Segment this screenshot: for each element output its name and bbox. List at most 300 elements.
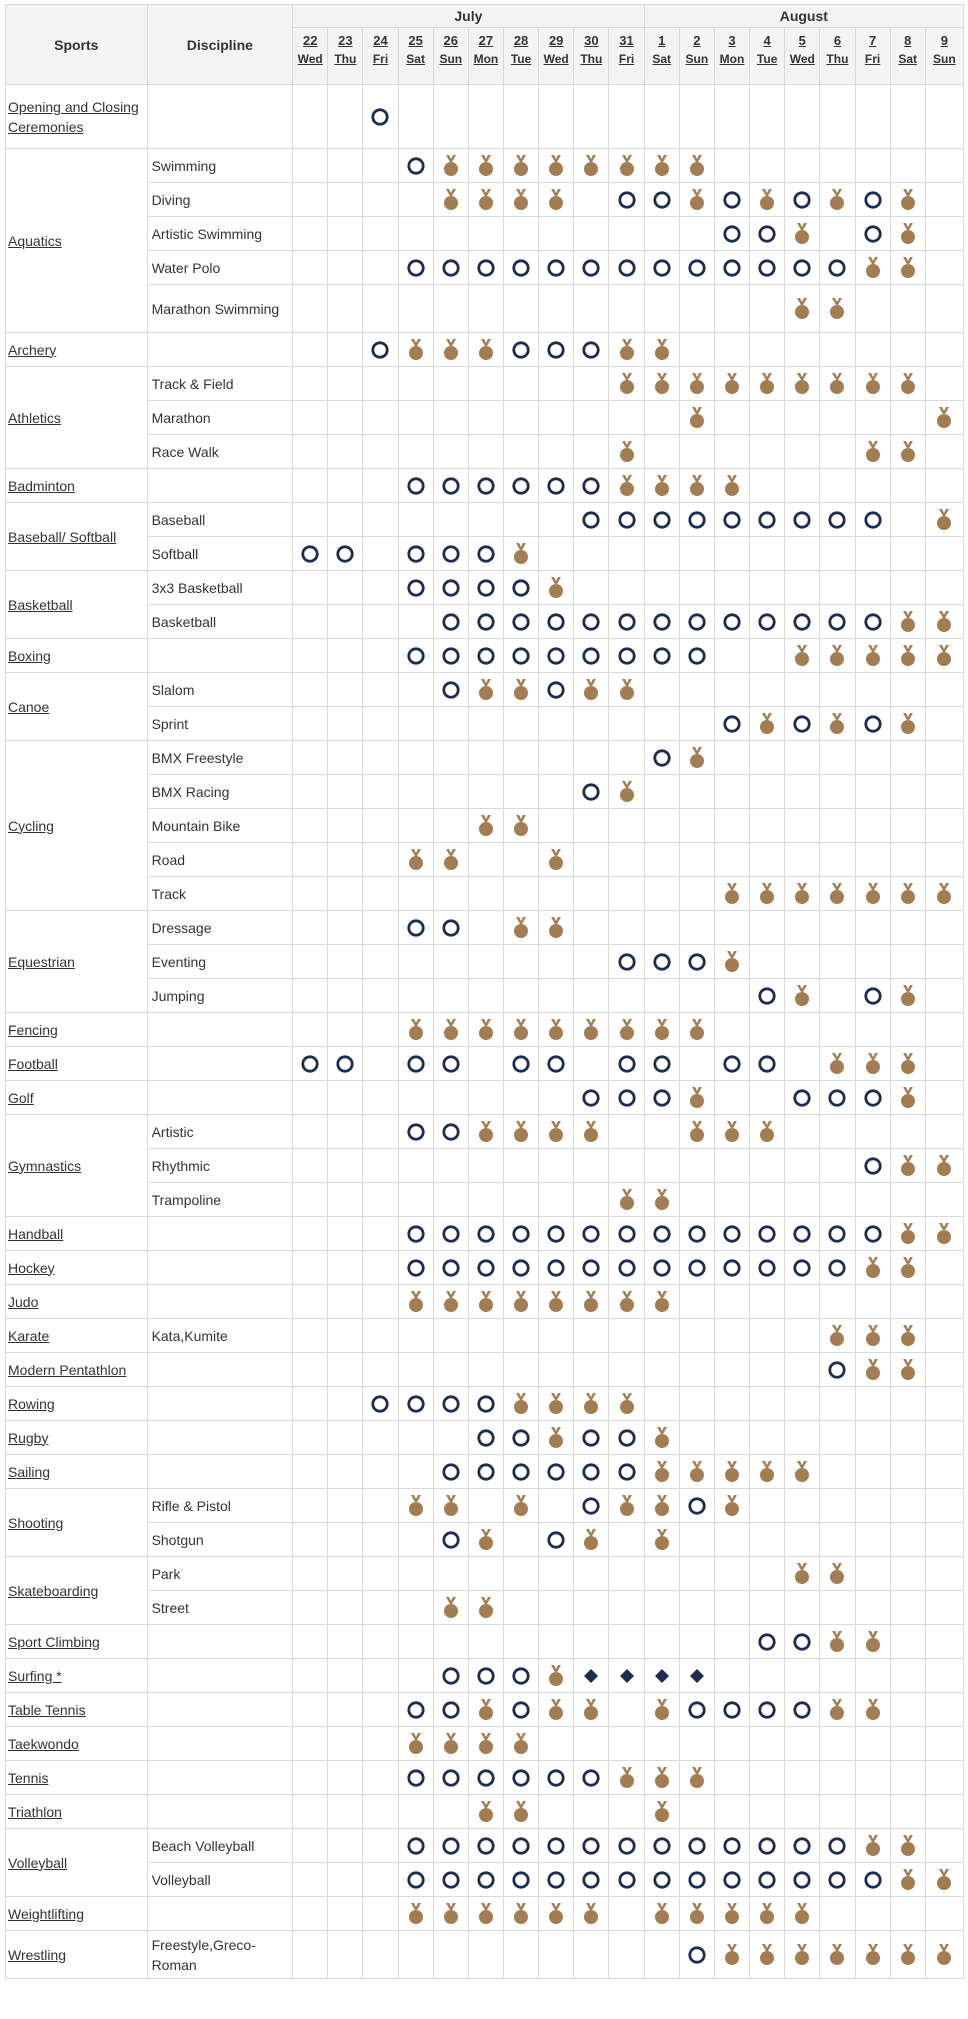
medal-event-icon [617, 155, 637, 177]
medal-event-icon [511, 155, 531, 177]
sport-link[interactable]: Skateboarding [8, 1582, 99, 1599]
day-number[interactable]: 6 [833, 33, 842, 48]
sport-link[interactable]: Baseball/ Softball [8, 528, 117, 545]
medal-event-icon [863, 1835, 883, 1857]
preliminary-event-circle-icon [792, 258, 812, 278]
day-weekday[interactable]: Tue [510, 52, 532, 66]
day-header[interactable] [398, 28, 433, 85]
medal-event-icon [687, 373, 707, 395]
day-cell [503, 707, 538, 741]
day-header[interactable] [503, 28, 538, 85]
day-cell [293, 1013, 328, 1047]
preliminary-event-circle-icon [827, 258, 847, 278]
day-cell [785, 945, 820, 979]
sport-cell [6, 1081, 148, 1115]
day-cell [363, 1387, 398, 1421]
day-cell [855, 1727, 890, 1761]
day-weekday[interactable]: Sat [652, 52, 672, 66]
preliminary-event-circle-icon [757, 510, 777, 530]
day-cell [363, 1863, 398, 1897]
day-cell [855, 1829, 890, 1863]
day-cell [714, 877, 749, 911]
sport-link[interactable]: Archery [8, 341, 57, 358]
schedule-row [6, 1183, 964, 1217]
day-cell [714, 979, 749, 1013]
day-cell [363, 1421, 398, 1455]
day-cell [574, 1897, 609, 1931]
day-number[interactable]: 23 [338, 33, 353, 48]
day-number[interactable]: 28 [513, 33, 529, 48]
day-header[interactable] [468, 28, 503, 85]
day-cell [398, 251, 433, 285]
day-cell [890, 945, 925, 979]
sport-cell [6, 1387, 148, 1421]
day-cell [644, 537, 679, 571]
day-cell [644, 183, 679, 217]
day-cell [433, 1387, 468, 1421]
medal-event-icon [827, 1944, 847, 1966]
day-cell [785, 1931, 820, 1979]
day-cell [328, 1897, 363, 1931]
day-cell [609, 1897, 644, 1931]
day-cell [855, 911, 890, 945]
day-cell [855, 1183, 890, 1217]
sport-link[interactable]: Handball [8, 1225, 64, 1242]
day-cell [609, 1285, 644, 1319]
discipline-cell [147, 1897, 293, 1931]
day-number[interactable]: 31 [619, 33, 634, 48]
day-cell [890, 1489, 925, 1523]
sport-cell [6, 149, 148, 333]
preliminary-event-circle-icon [617, 1224, 637, 1244]
day-cell [855, 149, 890, 183]
day-cell [890, 1319, 925, 1353]
day-weekday[interactable]: Mon [473, 52, 499, 66]
day-cell [574, 1931, 609, 1979]
day-number[interactable]: 2 [693, 33, 701, 48]
day-cell [925, 979, 963, 1013]
sport-link[interactable]: Boxing [8, 647, 51, 664]
day-number[interactable]: 3 [728, 33, 736, 48]
day-cell [398, 1489, 433, 1523]
day-weekday[interactable]: Tue [756, 52, 778, 66]
day-cell [785, 1557, 820, 1591]
day-number[interactable]: 9 [940, 33, 948, 48]
day-cell [609, 809, 644, 843]
day-cell [644, 251, 679, 285]
day-weekday[interactable]: Thu [580, 52, 603, 66]
sport-link[interactable]: Judo [8, 1293, 39, 1310]
day-cell [785, 1081, 820, 1115]
day-cell [574, 605, 609, 639]
day-cell [363, 877, 398, 911]
preliminary-event-circle-icon [441, 1768, 461, 1788]
day-cell [925, 1455, 963, 1489]
day-cell [750, 1693, 785, 1727]
day-header[interactable] [328, 28, 363, 85]
day-cell [820, 1829, 855, 1863]
day-cell [714, 1047, 749, 1081]
day-cell [363, 1931, 398, 1979]
day-cell [925, 571, 963, 605]
day-cell [609, 911, 644, 945]
sport-link[interactable]: Golf [8, 1089, 34, 1106]
day-weekday[interactable]: Fri [864, 52, 881, 66]
day-cell [433, 1591, 468, 1625]
sport-cell [6, 1931, 148, 1979]
schedule-row [6, 1489, 964, 1523]
day-cell [574, 1421, 609, 1455]
day-cell [433, 741, 468, 775]
medal-event-icon [792, 223, 812, 245]
sport-link[interactable]: Volleyball [8, 1854, 68, 1871]
day-cell [503, 571, 538, 605]
day-cell [468, 435, 503, 469]
day-cell [890, 1931, 925, 1979]
sport-link[interactable]: Sailing [8, 1463, 51, 1480]
day-weekday[interactable]: Wed [297, 52, 323, 66]
day-weekday[interactable]: Fri [618, 52, 635, 66]
day-cell [679, 1897, 714, 1931]
day-cell [609, 1863, 644, 1897]
preliminary-event-circle-icon [406, 1258, 426, 1278]
medal-event-icon [757, 1903, 777, 1925]
day-cell [644, 1251, 679, 1285]
discipline-cell: BMX Racing [147, 775, 293, 809]
day-cell [609, 775, 644, 809]
day-cell [539, 251, 574, 285]
medal-event-icon [511, 1801, 531, 1823]
day-cell [328, 469, 363, 503]
day-cell [328, 775, 363, 809]
sport-link[interactable]: Karate [8, 1327, 50, 1344]
day-number[interactable]: 4 [763, 33, 771, 48]
day-weekday[interactable]: Sat [406, 52, 425, 66]
day-weekday[interactable]: Thu [334, 52, 357, 66]
preliminary-event-circle-icon [722, 1054, 742, 1074]
day-header[interactable] [785, 28, 820, 85]
day-cell [609, 1387, 644, 1421]
day-cell [574, 503, 609, 537]
sport-link[interactable]: Opening and Closing Ceremonies [8, 98, 139, 135]
day-cell [925, 1897, 963, 1931]
sport-link[interactable]: Wrestling [8, 1946, 67, 1963]
day-cell [714, 1727, 749, 1761]
day-cell [785, 843, 820, 877]
preliminary-event-circle-icon [406, 1394, 426, 1414]
day-number[interactable]: 1 [658, 33, 666, 48]
sport-link[interactable]: Hockey [8, 1259, 55, 1276]
day-cell [679, 401, 714, 435]
discipline-cell: Marathon Swimming [147, 285, 293, 333]
day-cell [398, 809, 433, 843]
sport-link[interactable]: Gymnastics [8, 1157, 82, 1174]
day-cell [433, 503, 468, 537]
medal-event-icon [581, 1699, 601, 1721]
sport-link[interactable]: Cycling [8, 817, 54, 834]
day-cell [750, 1761, 785, 1795]
day-number[interactable]: 25 [408, 33, 423, 48]
day-cell [609, 183, 644, 217]
medal-event-icon [617, 475, 637, 497]
day-number[interactable]: 29 [548, 33, 564, 48]
day-cell [714, 1591, 749, 1625]
day-header[interactable] [855, 28, 890, 85]
day-cell [820, 741, 855, 775]
medal-event-icon [581, 1903, 601, 1925]
day-number[interactable]: 22 [302, 33, 318, 48]
day-cell [363, 469, 398, 503]
preliminary-event-circle-icon [511, 1700, 531, 1720]
day-cell [820, 401, 855, 435]
medal-event-icon [406, 1019, 426, 1041]
day-cell [679, 1523, 714, 1557]
day-header[interactable] [609, 28, 644, 85]
day-cell [644, 1149, 679, 1183]
day-cell [468, 571, 503, 605]
sport-link[interactable]: Shooting [8, 1514, 64, 1531]
day-cell [328, 809, 363, 843]
sport-link[interactable]: Modern Pentathlon [8, 1361, 127, 1378]
day-cell [363, 1557, 398, 1591]
day-cell [644, 1353, 679, 1387]
day-cell [750, 741, 785, 775]
sport-link[interactable]: Fencing [8, 1021, 58, 1038]
day-number[interactable]: 8 [904, 33, 912, 48]
day-header[interactable] [644, 28, 679, 85]
day-cell [679, 707, 714, 741]
day-cell [539, 401, 574, 435]
sport-link[interactable]: Weightlifting [8, 1905, 85, 1922]
day-number[interactable]: 24 [373, 33, 388, 48]
day-cell [855, 503, 890, 537]
preliminary-event-circle-icon [687, 1700, 707, 1720]
day-cell [293, 1081, 328, 1115]
day-weekday[interactable]: Wed [789, 52, 815, 66]
day-cell [925, 1081, 963, 1115]
day-cell [468, 367, 503, 401]
day-cell [609, 401, 644, 435]
day-weekday[interactable]: Fri [372, 52, 389, 66]
medal-event-icon [898, 1053, 918, 1075]
day-header[interactable] [925, 28, 963, 85]
day-header[interactable] [539, 28, 574, 85]
day-weekday[interactable]: Sun [439, 52, 463, 66]
preliminary-event-circle-icon [652, 1088, 672, 1108]
preliminary-event-circle-icon [687, 1224, 707, 1244]
day-cell [398, 639, 433, 673]
medal-event-icon [441, 1903, 461, 1925]
day-cell [398, 1523, 433, 1557]
sport-cell [6, 1557, 148, 1625]
day-cell [820, 775, 855, 809]
day-cell [785, 1217, 820, 1251]
day-cell [503, 503, 538, 537]
sport-link[interactable]: Tennis [8, 1769, 49, 1786]
sport-link[interactable]: Athletics [8, 409, 61, 426]
medal-event-icon [441, 1495, 461, 1517]
day-cell [363, 945, 398, 979]
day-cell [925, 285, 963, 333]
day-cell [785, 401, 820, 435]
medal-event-icon [898, 883, 918, 905]
day-cell [574, 1625, 609, 1659]
sport-link[interactable]: Football [8, 1055, 58, 1072]
day-cell [574, 333, 609, 367]
day-cell [855, 1693, 890, 1727]
preliminary-event-circle-icon [617, 1836, 637, 1856]
day-cell [714, 1081, 749, 1115]
sport-link[interactable]: Sport Climbing [8, 1633, 100, 1650]
preliminary-event-circle-icon [511, 1768, 531, 1788]
preliminary-event-circle-icon [476, 612, 496, 632]
preliminary-event-circle-icon [792, 612, 812, 632]
day-cell [785, 1897, 820, 1931]
day-weekday[interactable]: Sun [933, 52, 956, 66]
day-cell [539, 979, 574, 1013]
day-cell [433, 1319, 468, 1353]
medal-event-icon [652, 1767, 672, 1789]
preliminary-event-circle-icon [792, 190, 812, 210]
day-cell [433, 1013, 468, 1047]
day-cell [925, 809, 963, 843]
day-cell [398, 911, 433, 945]
preliminary-event-circle-icon [441, 1870, 461, 1890]
day-weekday[interactable]: Thu [826, 52, 849, 66]
day-header[interactable] [574, 28, 609, 85]
day-cell [293, 1931, 328, 1979]
day-number[interactable]: 30 [584, 33, 599, 48]
day-number[interactable]: 27 [478, 33, 494, 48]
day-cell [714, 503, 749, 537]
day-header[interactable] [714, 28, 749, 85]
medal-event-icon [652, 475, 672, 497]
day-cell [503, 1047, 538, 1081]
day-cell [750, 435, 785, 469]
day-header[interactable] [750, 28, 785, 85]
day-weekday[interactable]: Sat [898, 52, 918, 66]
day-header[interactable] [433, 28, 468, 85]
day-cell [890, 1659, 925, 1693]
day-cell [855, 843, 890, 877]
day-number[interactable]: 26 [443, 33, 458, 48]
day-header[interactable] [890, 28, 925, 85]
day-cell [328, 911, 363, 945]
day-cell [820, 1625, 855, 1659]
schedule-row [6, 639, 964, 673]
sport-cell [6, 1285, 148, 1319]
day-cell [398, 1115, 433, 1149]
day-header[interactable] [820, 28, 855, 85]
day-cell [433, 639, 468, 673]
day-cell [609, 1761, 644, 1795]
day-cell [539, 1863, 574, 1897]
day-number[interactable]: 7 [868, 33, 877, 48]
day-cell [820, 1455, 855, 1489]
sport-cell [6, 503, 148, 571]
medal-event-icon [863, 1359, 883, 1381]
day-cell [503, 1829, 538, 1863]
day-cell [750, 85, 785, 149]
medal-event-icon [476, 1801, 496, 1823]
day-cell [679, 1149, 714, 1183]
day-cell [398, 571, 433, 605]
day-cell [539, 741, 574, 775]
day-cell [468, 1693, 503, 1727]
day-header[interactable] [293, 28, 328, 85]
day-cell [609, 85, 644, 149]
sport-link[interactable]: Aquatics [8, 232, 62, 249]
day-cell [820, 1387, 855, 1421]
sport-link[interactable]: Rugby [8, 1429, 49, 1446]
day-cell [293, 251, 328, 285]
schedule-row [6, 1795, 964, 1829]
medal-event-icon [898, 189, 918, 211]
medal-event-icon [441, 189, 461, 211]
day-cell [890, 1251, 925, 1285]
day-cell [433, 809, 468, 843]
medal-event-icon [476, 815, 496, 837]
preliminary-event-circle-icon [406, 918, 426, 938]
day-cell [328, 1557, 363, 1591]
day-header[interactable] [363, 28, 398, 85]
schedule-row [6, 1625, 964, 1659]
day-header[interactable] [679, 28, 714, 85]
day-cell [363, 217, 398, 251]
day-cell [679, 1183, 714, 1217]
day-cell [785, 183, 820, 217]
day-cell [714, 1353, 749, 1387]
day-weekday[interactable]: Wed [543, 52, 569, 66]
day-cell [328, 285, 363, 333]
day-cell [539, 85, 574, 149]
day-cell [574, 809, 609, 843]
sport-link[interactable]: Rowing [8, 1395, 55, 1412]
day-cell [398, 877, 433, 911]
day-cell [820, 1897, 855, 1931]
sport-link[interactable]: Table Tennis [8, 1701, 86, 1718]
sport-link[interactable]: Equestrian [8, 953, 75, 970]
discipline-cell: Kata,Kumite [147, 1319, 293, 1353]
day-cell [539, 1591, 574, 1625]
day-cell [293, 1863, 328, 1897]
day-cell [609, 1217, 644, 1251]
sport-link[interactable]: Badminton [8, 477, 75, 494]
day-weekday[interactable]: Mon [719, 52, 745, 66]
day-cell [679, 1761, 714, 1795]
day-cell [750, 1081, 785, 1115]
sport-link[interactable]: Basketball [8, 596, 73, 613]
day-cell [925, 1251, 963, 1285]
sport-link[interactable]: Canoe [8, 698, 50, 715]
medal-event-icon [511, 1903, 531, 1925]
sport-link[interactable]: Surfing * [8, 1667, 62, 1684]
preliminary-event-circle-icon [687, 1945, 707, 1965]
medal-event-icon [652, 1903, 672, 1925]
day-cell [503, 1693, 538, 1727]
sport-link[interactable]: Taekwondo [8, 1735, 79, 1752]
sport-link[interactable]: Triathlon [8, 1803, 62, 1820]
day-number[interactable]: 5 [798, 33, 806, 48]
day-cell [503, 1115, 538, 1149]
day-cell [363, 1047, 398, 1081]
day-cell [679, 1489, 714, 1523]
day-cell [539, 673, 574, 707]
day-cell [433, 85, 468, 149]
day-weekday[interactable]: Sun [685, 52, 709, 66]
day-cell [890, 1557, 925, 1591]
day-cell [855, 1353, 890, 1387]
